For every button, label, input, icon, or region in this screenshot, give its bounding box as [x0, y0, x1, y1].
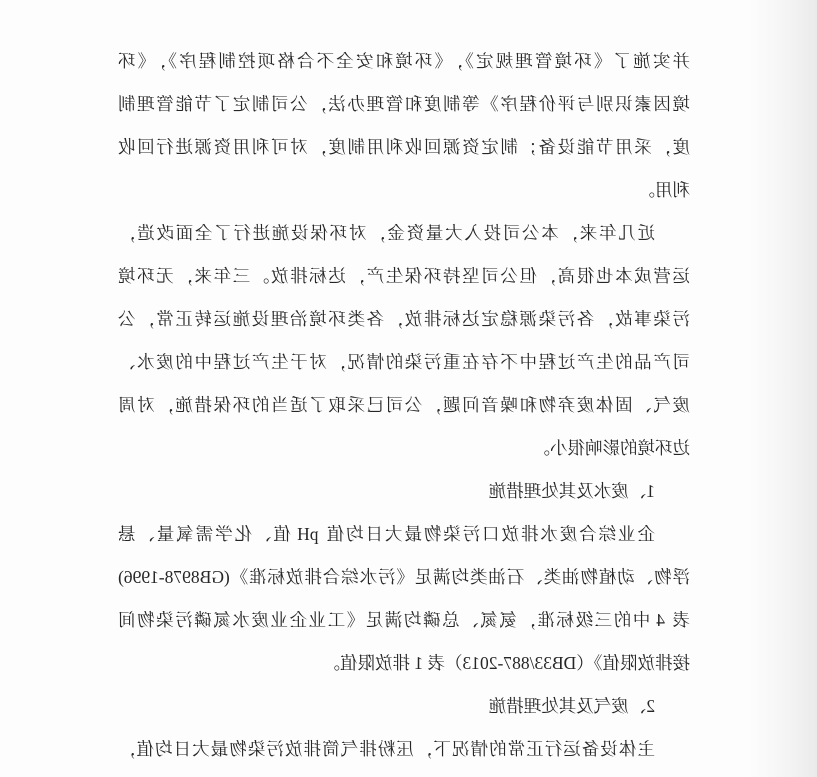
text-line: 司产品的生产过程中不存在重污染的情况，对于生产过程中的废水、: [118, 352, 690, 372]
section-heading-wastewater: 1、废水及其处理措施: [488, 481, 655, 501]
text-line: 度，采用节能设备；制定资源回收利用制度，对可利用资源进行回收: [118, 137, 690, 157]
text-line: 表 4 中的三级标准，氨氮、总磷均满足《工业企业废水氮磷污染物间: [118, 610, 690, 630]
text-line: 境因素识别与评价程序》等制度和管理办法，公司制定了节能管理制: [118, 94, 690, 114]
mirrored-text-block: [118, 40, 690, 771]
text-line: 接排放限值》（DB33/887-2013）表 1 排放限值。: [322, 653, 690, 673]
text-line: 运营成本也很高，但公司坚持环保生产，达标排放。三年来，无环境: [118, 266, 690, 286]
text-line: 浮物、动植物油类、石油类均满足《污水综合排放标准》(GB8978-1996): [118, 567, 690, 587]
text-line: 利用。: [637, 180, 690, 200]
paragraph-start-line: 企业综合废水排放口污染物最大日均值 pH 值、化学需氧量、悬: [118, 524, 655, 544]
text-line: 并实施了《环境管理规定》，《环境和安全不合格项控制程序》，《环: [118, 51, 690, 71]
text-line: 污染事故，各污染源稳定达标排放，各类环境治理设施运转正常，公: [118, 309, 690, 329]
text-line: 边环境的影响很小。: [532, 438, 690, 458]
paragraph-start-line: 近几年来，本公司投入大量资金，对环保设施进行了全面改造，: [118, 223, 655, 243]
text-line: 废气、固体废弃物和噪音问题，公司已采取了适当的环保措施，对周: [118, 395, 690, 415]
section-heading-exhaust-gas: 2、废气及其处理措施: [488, 696, 655, 716]
paragraph-start-line: 主体设备运行正常的情况下，压粉排气筒排放污染物最大日均值，: [118, 739, 655, 759]
